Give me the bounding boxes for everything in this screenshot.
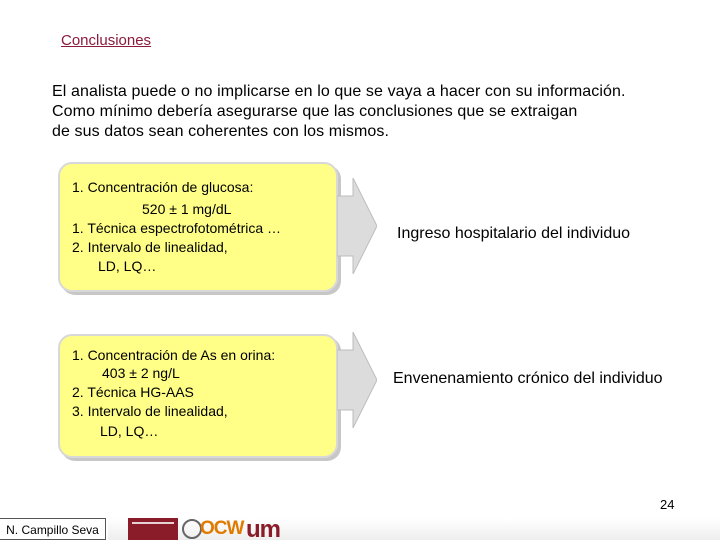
intro-paragraph <box>52 82 702 142</box>
intro-line: Como mínimo debería asegurarse que las conclusiones que se extraigan <box>52 103 578 120</box>
arsenic-analysis-box <box>58 334 338 458</box>
box-line: LD, LQ… <box>100 423 159 439</box>
box-line: 1. Técnica espectrofotométrica … <box>72 220 282 236</box>
footer-logos <box>108 516 720 543</box>
author-label: N. Campillo Seva <box>0 518 106 540</box>
slide-title: Conclusiones <box>61 32 152 49</box>
right-arrow-icon <box>337 178 377 274</box>
ocw-logo: OCW <box>200 518 244 539</box>
intro-line: El analista puede o no implicarse en lo que se vaya a hacer con su información. <box>52 83 626 100</box>
box-line: 2. Técnica HG-AAS <box>72 384 194 400</box>
glucose-analysis-box <box>58 162 338 292</box>
university-logo <box>128 518 178 540</box>
box-line: 2. Intervalo de linealidad, <box>72 239 228 255</box>
conclusion-hospital: Ingreso hospitalario del individuo <box>397 225 631 242</box>
box-line: 520 ± 1 mg/dL <box>142 201 232 217</box>
um-logo: um <box>246 516 280 543</box>
page-number: 24 <box>660 497 675 512</box>
seal-logo <box>182 519 202 539</box>
right-arrow-icon <box>337 332 377 428</box>
conclusion-poisoning: Envenenamiento crónico del individuo <box>393 370 663 387</box>
box-line: 403 ± 2 ng/L <box>102 365 180 381</box>
box-line: 1. Concentración de As en orina: <box>72 347 276 363</box>
box-line: LD, LQ… <box>98 258 157 274</box>
intro-line: de sus datos sean coherentes con los mismos. <box>52 123 390 140</box>
box-line: 1. Concentración de glucosa: <box>72 179 254 195</box>
box-line: 3. Intervalo de linealidad, <box>72 403 228 419</box>
